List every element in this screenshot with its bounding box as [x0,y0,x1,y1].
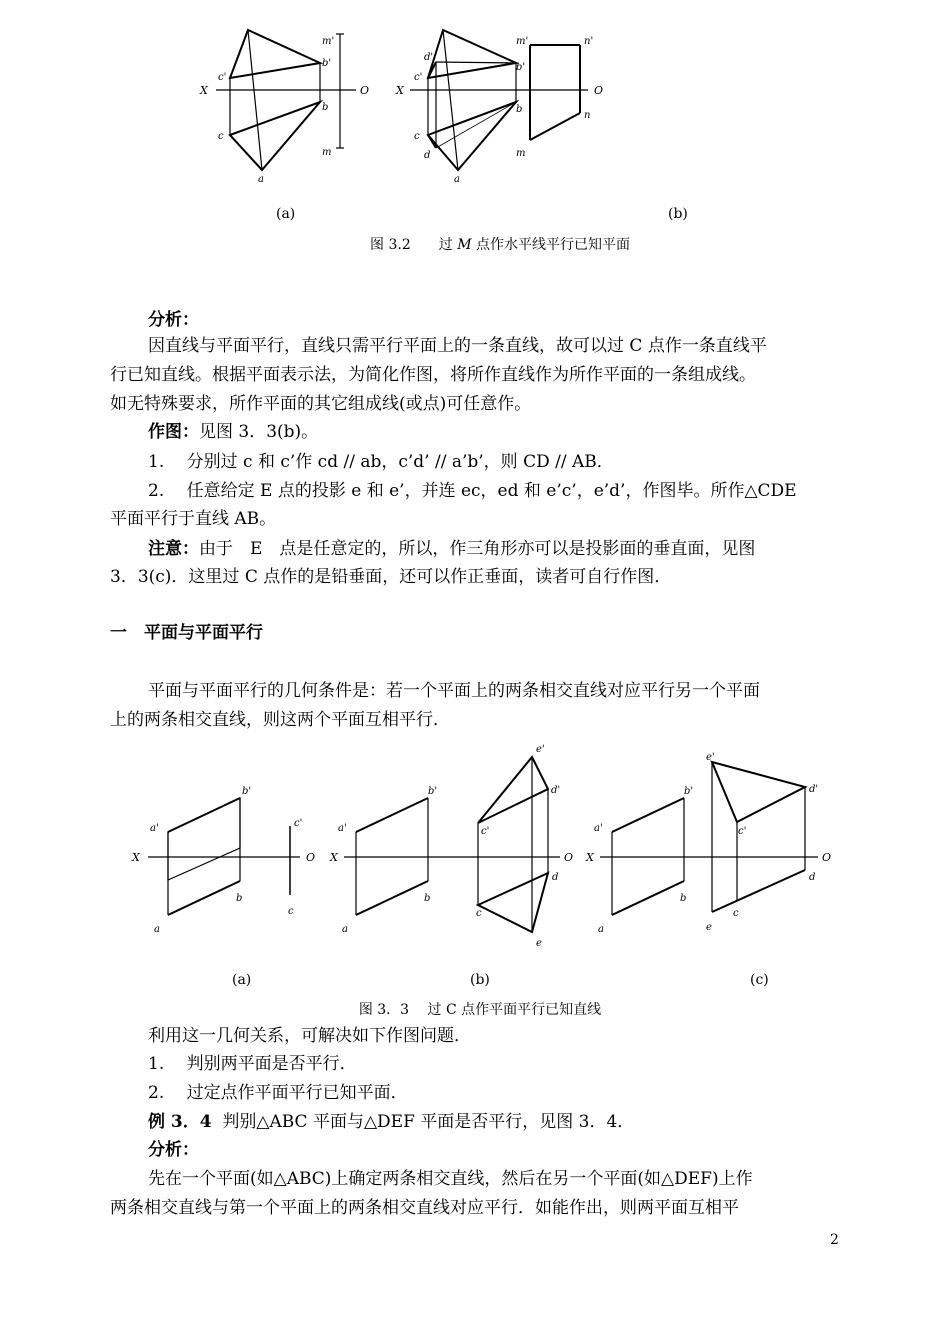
fig33b-front-triangle [478,757,548,823]
analysis2-line: 两条相交直线与第一个平面上的两条相交直线对应平行．如能作出，则两平面互相平 [110,1198,739,1218]
label: n [584,110,591,121]
label: c' [294,818,303,829]
fig33c-front-triangle [712,762,805,822]
label: b' [242,786,252,797]
fig33-caption: 图 3．3 过 C 点作平面平行已知直线 [358,1002,602,1018]
analysis-line: 行已知直线。根据平面表示法，为简化作图，将所作直线作为所作平面的一条组成线。 [110,365,756,385]
label: m [322,147,332,158]
label: X [586,851,594,864]
construction-heading-line: 作图：见图 3．3(b)。 [148,422,319,442]
fig32b-mn-top [530,113,580,140]
construction-step: 平面平行于直线 AB。 [110,509,277,529]
label: d' [551,785,561,796]
label: O [594,84,604,97]
label: O [306,851,316,864]
label: d [552,872,559,883]
label: b [236,893,243,904]
fig32a-front-triangle [230,30,320,78]
figure-3-2 [0,0,950,260]
label: m' [322,36,335,47]
label: a [598,924,604,935]
geometry-line: 上的两条相交直线，则这两个平面互相平行． [110,710,450,730]
label: a [342,924,348,935]
fig32-sub-a: (a) [276,206,296,222]
analysis2-line: 先在一个平面(如△ABC)上确定两条相交直线，然后在另一个平面(如△DEF)上作 [148,1169,753,1189]
construction-step: 2. 任意给定 E 点的投影 e 和 e’，并连 ec，ed 和 e’c’，e’d’，作图毕。所作△CDE [148,481,797,501]
label: e [536,938,542,949]
fig32-sub-b: (b) [668,206,688,222]
label: c [414,131,420,142]
fig33c-top-line [712,870,805,912]
fig33-sub-c: (c) [750,972,769,988]
fig33a-front-parallelogram [168,798,240,880]
label: b [516,104,523,115]
label: n' [584,36,594,47]
fig33a-ab-top [168,881,243,915]
label: c [218,131,224,142]
fig32b-front-triangle [428,30,516,78]
analysis-heading: 分析： [148,310,199,330]
label: b [424,893,431,904]
label: b' [516,62,526,73]
label: O [822,851,832,864]
label: m' [516,36,529,47]
fig33c-ab-front [612,798,684,832]
fig33b-ab-top [356,881,431,915]
label: c [733,908,739,919]
label: X [200,84,208,97]
label: e' [706,752,715,763]
label: a' [338,823,347,834]
label: m [516,148,526,159]
label: O [564,851,574,864]
fig32-caption: 图 3.2 过 M 点作水平线平行已知平面 [370,237,630,253]
label: a' [594,823,603,834]
label: b [322,102,329,113]
label: c' [738,826,747,837]
fig33-sub-a: (a) [232,972,252,988]
fig33a-ab-front [168,798,240,832]
label: O [360,84,370,97]
geometry-line: 平面与平面平行的几何条件是：若一个平面上的两条相交直线对应平行另一个平面 [148,681,760,701]
label: d [809,872,816,883]
label: a [154,924,160,935]
fig32a-top-triangle [230,102,320,170]
label: X [330,851,338,864]
label: b' [684,786,694,797]
label: X [396,84,404,97]
example-line: 例 3．4 判别△ABC 平面与△DEF 平面是否平行，见图 3．4． [148,1112,635,1132]
label: c' [218,72,227,83]
label: c [288,906,294,917]
label: c' [414,72,423,83]
label: d' [809,784,819,795]
fig32b-ap-a-projector [443,30,458,170]
fig33-sub-b: (b) [470,972,490,988]
label: a' [150,823,159,834]
usage-item: 2. 过定点作平面平行已知平面． [148,1083,408,1103]
label: b' [322,58,332,69]
analysis2-heading: 分析： [148,1140,199,1160]
fig33b-ab-front [356,798,428,832]
label: c [476,908,482,919]
page-number: 2 [830,1232,839,1248]
label: b [680,893,687,904]
analysis-line: 如无特殊要求，所作平面的其它组成线(或点)可任意作。 [110,394,532,414]
note-line: 注意：由于 E 点是任意定的，所以，作三角形亦可以是投影面的垂直面，见图 [148,539,756,559]
fig32b-dpbp-line [436,62,516,63]
label: b' [428,786,438,797]
label: e [706,922,712,933]
label: a [454,174,460,185]
label: d' [424,52,434,63]
label: a [258,174,264,185]
fig32b-top-triangle [428,102,516,170]
label: c' [481,826,490,837]
fig33c-ab-top [612,881,687,915]
fig32a-ap-a-projector [248,30,262,170]
fig33b-top-triangle [478,873,548,932]
usage-item: 1. 判别两平面是否平行． [148,1054,357,1074]
note-line: 3．3(c)．这里过 C 点作的是铅垂面，还可以作正垂面，读者可自行作图． [110,567,672,587]
section-title: 一 平面与平面平行 [110,623,263,643]
fig32b-d-b-line [436,102,516,148]
analysis-line: 因直线与平面平行，直线只需平行平面上的一条直线，故可以过 C 点作一条直线平 [148,336,767,356]
construction-step: 1. 分别过 c 和 c’作 cd // ab，c’d’ // a’b’，则 CD // AB． [148,452,614,472]
label: d [424,150,431,161]
label: e' [536,744,545,755]
usage-intro: 利用这一几何关系，可解决如下作图问题． [148,1026,471,1046]
label: X [132,851,140,864]
